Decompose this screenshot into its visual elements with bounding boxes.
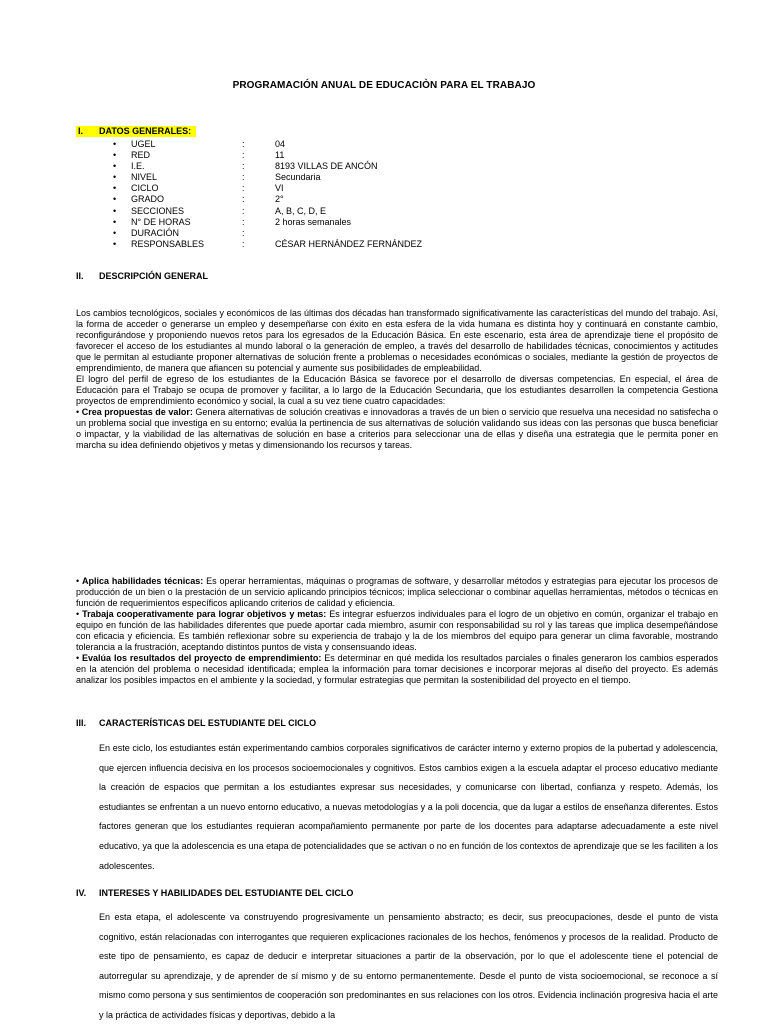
bullet-icon: • xyxy=(113,161,117,172)
capacidad-title: Aplica habilidades técnicas: xyxy=(82,576,204,586)
bullet-icon: • xyxy=(113,172,117,183)
section-title: CARACTERÍSTICAS DEL ESTUDIANTE DEL CICLO xyxy=(99,718,317,728)
colon-separator: : xyxy=(242,238,245,249)
bullet-icon: • xyxy=(76,609,80,619)
bullet-icon: • xyxy=(76,576,80,586)
item-value: VI xyxy=(275,183,284,194)
capacidades-body xyxy=(76,576,718,686)
section-descripcion-heading xyxy=(76,271,208,282)
capacidad-item xyxy=(76,576,718,609)
capacidad-item xyxy=(76,609,718,653)
colon-separator: : xyxy=(242,150,245,161)
item-label: UGEL xyxy=(131,139,156,149)
item-value: 8193 VILLAS DE ANCÓN xyxy=(275,161,378,172)
item-value: 11 xyxy=(275,150,285,161)
section-number: IV. xyxy=(76,888,87,898)
bullet-icon: • xyxy=(113,139,117,149)
bullet-icon: • xyxy=(113,216,117,227)
item-label: N° DE HORAS xyxy=(131,216,191,227)
bullet-icon: • xyxy=(113,194,117,205)
colon-separator: : xyxy=(242,161,245,172)
section-caracteristicas-heading xyxy=(76,718,316,729)
intereses-body: En esta etapa, el adolescente va construyendo progresivamente un pensamiento abstracto; es decir, sus preocupaciones, desde el punto de vista cognitivo, están relacionadas con interrogantes que requieren explicaciones racionales de los hechos, fenómenos y procesos de la realidad. Producto de este tipo de pensamiento, es capaz de deducir e interpretar situaciones a partir de la observación, por lo que el adolescente tiene el potencial de autorregular su aprendizaje, y de aprender de sí mismo y de su entorno permanentemente. Desde el punto de vista socioemocional, se reconoce a sí mismo como persona y sus sentimientos de cooperación son predominantes en sus relaciones con los otros. Evidencia inclinación progresiva hacia el arte y la práctica de actividades físicas y deportivas, debido a la xyxy=(99,912,718,1020)
bullet-icon: • xyxy=(113,205,117,216)
item-value: CÉSAR HERNÁNDEZ FERNÁNDEZ xyxy=(275,238,423,249)
capacidad-item xyxy=(76,653,718,686)
item-label: NIVEL xyxy=(131,172,158,183)
bullet-icon: • xyxy=(76,653,80,663)
caracteristicas-body: En este ciclo, los estudiantes están experimentando cambios corporales significativos de carácter interno y externo propios de la pubertad y adolescencia, que ejercen influencia decisiva en los procesos socioemocionales y cognitivos. Estos cambios exigen a la escuela adaptar el proceso educativo mediante la creación de espacios que permitan a los estudiantes expresar sus necesidades, y comunicarse con libertad, confianza y respeto. Además, los estudiantes se enfrentan a un nuevo entorno educativo, a nuevas metodologías y a la poli docencia, que da lugar a estilos de enseñanza diferentes. Estos factores generan que los estudiantes requieran acompañamiento permanente por parte de los docentes para adaptarse adecuadamente a este nivel educativo, ya que la adolescencia es una etapa de potencialidades que se activan o no en función de los contextos de aprendizaje que se les faciliten a los adolescentes. xyxy=(99,743,718,871)
section-number: I. xyxy=(78,126,84,136)
descripcion-paragraph-1: Los cambios tecnológicos, sociales y económicos de las últimas dos décadas han transformado significativamente las características del mundo del trabajo. Así, la forma de acceder o generarse un empleo y desempeñarse con éxito en esta esfera de la vida humana es distinta hoy y continuará en constante cambio, reconfigurándose y proponiendo nuevos retos para los egresados de la Educación Básica. En este escenario, esta área de aprendizaje tiene el propósito de favorecer el acceso de los estudiantes al mundo laboral o la generación de empleo, a través del desarrollo de habilidades técnicas, conocimientos y actitudes que le permitan al estudiante proponer alternativas de solución frente a problemas o necesidades económicas o sociales, mediante la gestión de proyectos de emprendimiento, de manera que afiancen su potencial y aumente sus posibilidades de empleabilidad. xyxy=(76,308,718,373)
item-value: A, B, C, D, E xyxy=(275,205,327,216)
section-title: DATOS GENERALES: xyxy=(99,126,192,136)
section-intereses-heading xyxy=(76,888,353,899)
item-label: SECCIONES xyxy=(131,205,185,216)
capacidad-text: Es operar herramientas, máquinas o programas de software, y desarrollar métodos y estrategias para ejecutar los procesos de producción de un bien o la prestación de un servicio aplicando principios técnicos; implica seleccionar o combinar aquellas herramientas, métodos o técnicas en función de requerimientos específicos aplicando criterios de calidad y eficiencia. xyxy=(76,576,718,608)
capacidad-text: Genera alternativas de solución creativas e innovadoras a través de un bien o servicio que resuelva una necesidad no satisfecha o un problema social que investiga en su entorno; evalúa la pertinencia de sus alternativas de solución validando sus ideas con las personas que busca beneficiar o impactar, y la viabilidad de las alternativas de solución en base a criterios para seleccionar una de ellas y diseña una estrategia que le permita poner en marcha su idea definiendo objetivos y metas y dimensionando los recursos y tareas. xyxy=(76,407,718,450)
capacidad-text: Es integrar esfuerzos individuales para el logro de un objetivo en común, organizar el trabajo en equipo en función de las habilidades diferentes que puede aportar cada miembro, asumir con responsabilidad su rol y las tareas que implica desempeñándose con eficacia y eficiencia. Es también reflexionar sobre su experiencia de trabajo y la de los miembros del equipo para generar un clima favorable, mostrando tolerancia a la frustración, aceptando distintos puntos de vista y consensuando ideas. xyxy=(76,609,718,652)
item-value: Secundaria xyxy=(275,172,321,183)
colon-separator: : xyxy=(242,183,245,194)
item-label: CICLO xyxy=(131,183,159,194)
descripcion-body xyxy=(76,308,718,451)
capacidad-title: Evalúa los resultados del proyecto de emprendimiento: xyxy=(82,653,322,663)
colon-separator: : xyxy=(242,227,245,238)
item-label: RED xyxy=(131,150,151,161)
item-label: GRADO xyxy=(131,194,165,205)
page-title: PROGRAMACIÓN ANUAL DE EDUCACIÒN PARA EL TRABAJO xyxy=(232,80,536,91)
bullet-icon: • xyxy=(113,183,117,194)
item-label: RESPONSABLES xyxy=(131,238,205,249)
bullet-icon: • xyxy=(113,150,117,161)
capacidad-title: Trabaja cooperativamente para lograr objetivos y metas: xyxy=(82,609,327,619)
colon-separator: : xyxy=(242,139,245,149)
section-number: III. xyxy=(76,718,87,728)
section-title: DESCRIPCIÓN GENERAL xyxy=(99,271,209,281)
item-label: DURACIÓN xyxy=(131,227,180,238)
section-title: INTERESES Y HABILIDADES DEL ESTUDIANTE DEL CICLO xyxy=(99,888,354,898)
capacidad-text: Es determinar en qué medida los resultados parciales o finales generaron los cambios esperados en la atención del problema o necesidad identificada; emplea la información para tomar decisiones e incorporar mejoras al diseño del proyecto. Es además analizar los posibles impactos en el ambiente y la sociedad, y formular estrategias que permitan la sostenibilidad del proyecto en el tiempo. xyxy=(76,653,718,685)
section-datos-heading xyxy=(76,126,196,137)
item-value: 2° xyxy=(275,194,284,205)
capacidad-item xyxy=(76,407,718,451)
colon-separator: : xyxy=(242,216,245,227)
item-label: I.E. xyxy=(131,161,145,172)
section-number: II. xyxy=(76,271,84,281)
colon-separator: : xyxy=(242,172,245,183)
bullet-icon: • xyxy=(113,238,117,249)
colon-separator: : xyxy=(242,194,245,205)
descripcion-paragraph-2: El logro del perfil de egreso de los estudiantes de la Educación Básica se favorece por el desarrollo de diversas competencias. En especial, el área de Educación para el Trabajo se ocupa de promover y facilitar, a lo largo de la Educación Secundaria, que los estudiantes desarrollen la competencia Gestiona proyectos de emprendimiento económico y social, la cual a su vez tiene cuatro capacidades: xyxy=(76,374,718,406)
colon-separator: : xyxy=(242,205,245,216)
item-value: 2 horas semanales xyxy=(275,216,352,227)
bullet-icon: • xyxy=(76,407,80,417)
item-value: 04 xyxy=(275,139,286,149)
capacidad-title: Crea propuestas de valor: xyxy=(81,407,193,417)
bullet-icon: • xyxy=(113,227,117,238)
